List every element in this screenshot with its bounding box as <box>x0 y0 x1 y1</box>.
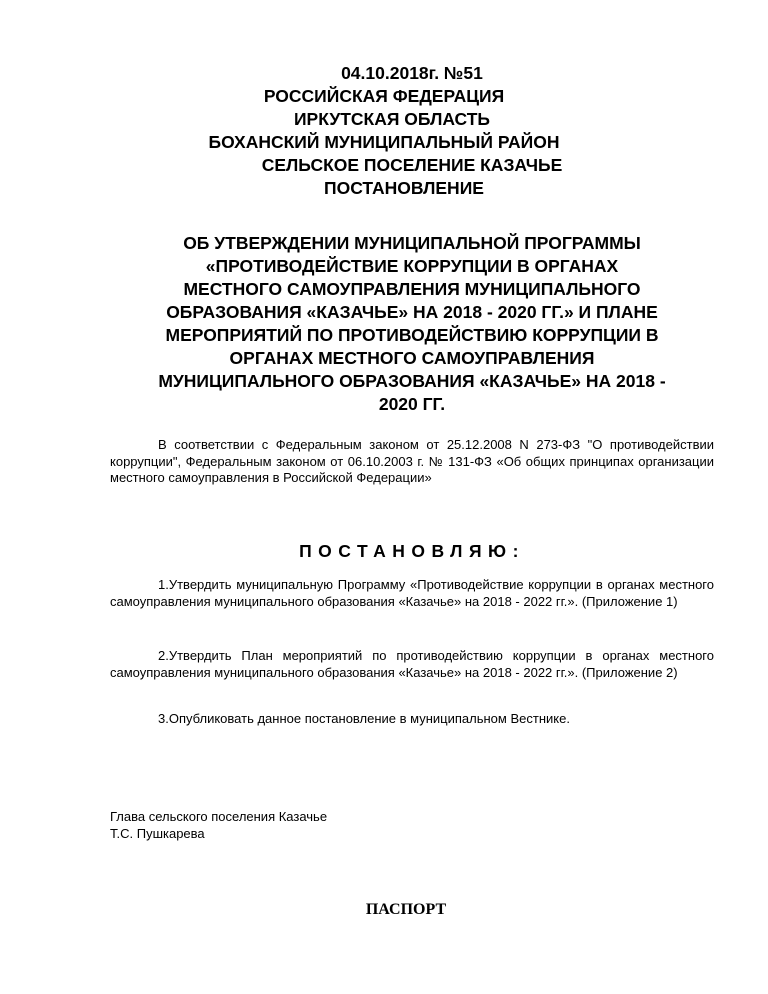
title-line: МЕСТНОГО САМОУПРАВЛЕНИЯ МУНИЦИПАЛЬНОГО <box>183 279 641 299</box>
country-name: РОССИЙСКАЯ ФЕДЕРАЦИЯ <box>263 86 505 106</box>
intro-paragraph: В соответствии с Федеральным законом от 25.12.2008 N 273-ФЗ "О противодействии коррупции", Федеральным законом от 06.10.2003 г. № 131-ФЗ «Об общих принципах организации местного самоуправления в Российской Федерации» <box>110 437 714 485</box>
document-type: ПОСТАНОВЛЕНИЕ <box>324 178 484 198</box>
signatory-name: Т.С. Пушкарева <box>110 825 205 841</box>
document-title <box>104 232 720 416</box>
settlement-name: СЕЛЬСКОЕ ПОСЕЛЕНИЕ КАЗАЧЬЕ <box>261 155 563 175</box>
passport-heading: ПАСПОРТ <box>365 901 447 918</box>
title-line: МЕРОПРИЯТИЙ ПО ПРОТИВОДЕЙСТВИЮ КОРРУПЦИИ В <box>165 325 659 345</box>
title-line: ОБРАЗОВАНИЯ «КАЗАЧЬЕ» НА 2018 - 2020 ГГ.» И ПЛАНЕ <box>166 302 658 322</box>
district-name: БОХАНСКИЙ МУНИЦИПАЛЬНЫЙ РАЙОН <box>208 132 560 152</box>
date-number: 04.10.2018г. №51 <box>341 63 483 83</box>
signature-block <box>110 809 510 842</box>
title-line: 2020 ГГ. <box>378 394 446 414</box>
decree-heading: ПОСТАНОВЛЯЮ: <box>299 541 525 561</box>
title-line: ОРГАНАХ МЕСТНОГО САМОУПРАВЛЕНИЯ <box>229 348 595 368</box>
decree-item-1: 1.Утвердить муниципальную Программу «Противодействие коррупции в органах местного самоуправления муниципального образования «Казачье» на 2018 - 2022 гг.». (Приложение 1) <box>110 577 714 609</box>
decree-item-2: 2.Утвердить План мероприятий по противодействию коррупции в органах местного самоуправления муниципального образования «Казачье» на 2018 - 2022 гг.». (Приложение 2) <box>110 648 714 680</box>
signatory-position: Глава сельского поселения Казачье <box>110 809 328 824</box>
title-line: «ПРОТИВОДЕЙСТВИЕ КОРРУПЦИИ В ОРГАНАХ <box>205 256 619 276</box>
region-name: ИРКУТСКАЯ ОБЛАСТЬ <box>293 109 491 129</box>
document-header <box>0 62 768 200</box>
decree-item-3: 3.Опубликовать данное постановление в муниципальном Вестнике. <box>158 711 570 726</box>
title-line: ОБ УТВЕРЖДЕНИИ МУНИЦИПАЛЬНОЙ ПРОГРАММЫ <box>183 233 641 253</box>
title-line: МУНИЦИПАЛЬНОГО ОБРАЗОВАНИЯ «КАЗАЧЬЕ» НА 2018 - <box>158 371 666 391</box>
